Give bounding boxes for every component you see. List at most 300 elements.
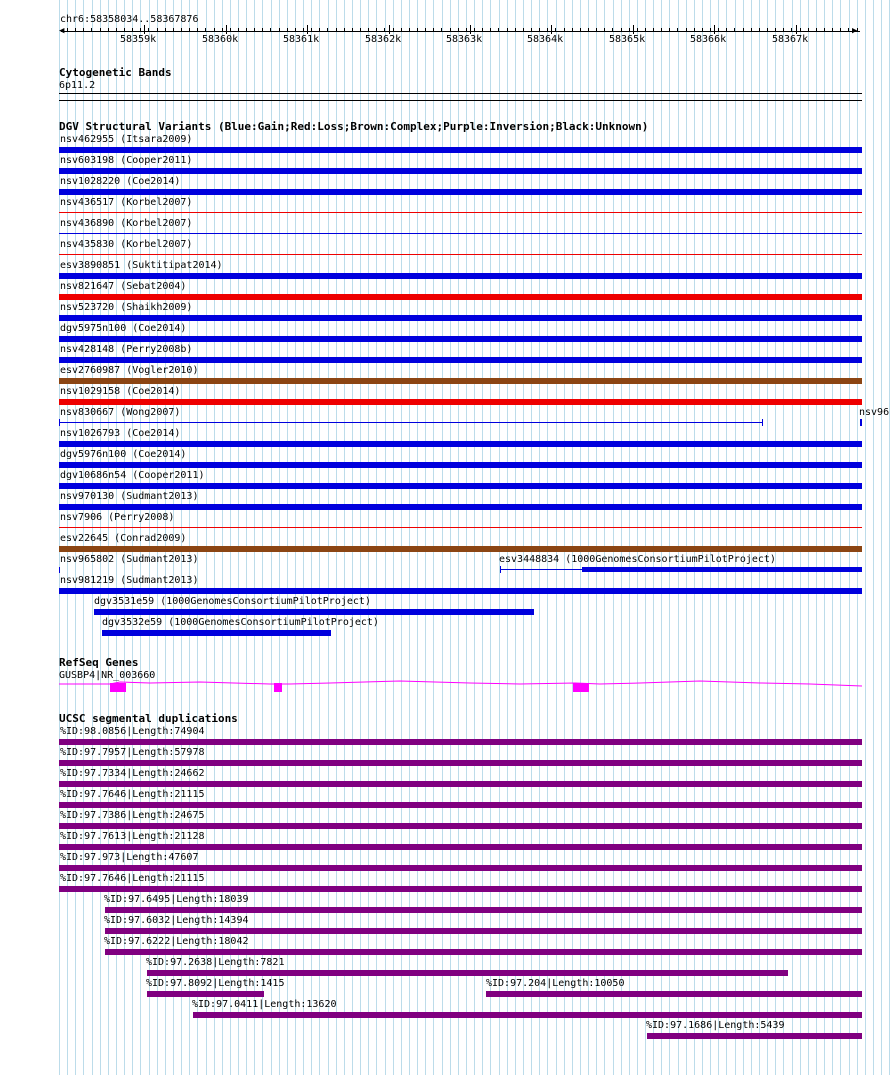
dgv-feature-bar[interactable] <box>102 630 331 636</box>
ruler-minor-tick <box>108 28 109 31</box>
dgv-feature-label[interactable]: esv2760987 (Vogler2010) <box>60 365 199 376</box>
grid-line <box>808 0 809 1075</box>
dgv-feature-bar[interactable] <box>762 419 763 426</box>
ruler-minor-tick <box>767 28 768 31</box>
ruler-minor-tick <box>124 28 125 31</box>
ruler-minor-tick <box>458 28 459 31</box>
segdup-feature-bar[interactable] <box>486 991 862 997</box>
ruler-major-tick <box>226 25 227 34</box>
ruler-minor-tick <box>775 28 776 31</box>
ruler-minor-tick <box>393 28 394 31</box>
grid-line <box>849 0 850 1075</box>
segdup-feature-bar[interactable] <box>647 1033 862 1039</box>
ruler-left-arrow-icon[interactable]: ◀ <box>59 26 65 36</box>
ruler-position-label: chr6:58358034..58367876 <box>60 14 199 25</box>
segdup-feature-label[interactable]: %ID:97.7613|Length:21128 <box>60 831 205 842</box>
ruler-minor-tick <box>702 28 703 31</box>
grid-line <box>629 0 630 1075</box>
dgv-feature-bar[interactable] <box>59 419 60 426</box>
ruler-major-tick <box>714 25 715 34</box>
ruler-major-tick <box>470 25 471 34</box>
gene-intron-line <box>59 681 862 686</box>
dgv-feature-bar[interactable] <box>59 233 862 234</box>
ruler-minor-tick <box>116 28 117 31</box>
segdup-feature-bar[interactable] <box>59 802 862 808</box>
grid-line <box>800 0 801 1075</box>
grid-line <box>271 0 272 1075</box>
dgv-feature-label[interactable]: nsv435830 (Korbel2007) <box>60 239 193 250</box>
segdup-feature-bar[interactable] <box>59 781 862 787</box>
ruler-minor-tick <box>710 28 711 31</box>
grid-line <box>547 0 548 1075</box>
grid-line <box>596 0 597 1075</box>
ruler-minor-tick <box>140 28 141 31</box>
segdup-feature-bar[interactable] <box>105 907 862 913</box>
dgv-feature-label[interactable]: dgv10686n54 (Cooper2011) <box>60 470 205 481</box>
ruler-minor-tick <box>384 28 385 31</box>
dgv-feature-bar[interactable] <box>582 567 862 572</box>
ruler-tick-label: 58361k <box>283 34 320 45</box>
grid-line <box>425 0 426 1075</box>
ruler-minor-tick <box>409 28 410 31</box>
ruler-tick-label: 58359k <box>120 34 157 45</box>
ruler-minor-tick <box>604 28 605 31</box>
grid-line <box>588 0 589 1075</box>
segdup-feature-bar[interactable] <box>59 760 862 766</box>
ruler-tick-label: 58367k <box>772 34 809 45</box>
ruler-minor-tick <box>490 28 491 31</box>
ruler-minor-tick <box>319 28 320 31</box>
grid-line <box>287 0 288 1075</box>
grid-line <box>246 0 247 1075</box>
grid-line <box>556 0 557 1075</box>
grid-line <box>409 0 410 1075</box>
grid-line <box>686 0 687 1075</box>
dgv-feature-label[interactable]: dgv3532e59 (1000GenomesConsortiumPilotProject) <box>102 617 379 628</box>
segdup-feature-bar[interactable] <box>59 865 862 871</box>
dgv-feature-bar[interactable] <box>94 609 534 615</box>
dgv-feature-bar[interactable] <box>59 441 862 447</box>
dgv-feature-bar[interactable] <box>59 189 862 195</box>
ruler-minor-tick <box>482 28 483 31</box>
ruler-minor-tick <box>450 28 451 31</box>
ruler-major-tick <box>144 25 145 34</box>
ruler-minor-tick <box>344 28 345 31</box>
ruler-minor-tick <box>580 28 581 31</box>
ruler-major-tick <box>389 25 390 34</box>
ruler-minor-tick <box>474 28 475 31</box>
ruler-minor-tick <box>148 28 149 31</box>
ruler-minor-tick <box>564 28 565 31</box>
grid-line <box>352 0 353 1075</box>
dgv-feature-label[interactable]: nsv970130 (Sudmant2013) <box>60 491 199 502</box>
grid-line <box>564 0 565 1075</box>
ruler-minor-tick <box>848 28 849 31</box>
grid-line <box>344 0 345 1075</box>
dgv-feature-label[interactable]: nsv821647 (Sebat2004) <box>60 281 187 292</box>
dgv-feature-label[interactable]: dgv5975n100 (Coe2014) <box>60 323 187 334</box>
grid-line <box>710 0 711 1075</box>
grid-line <box>328 0 329 1075</box>
ruler-minor-tick <box>621 28 622 31</box>
grid-line <box>222 0 223 1075</box>
ruler-minor-tick <box>441 28 442 31</box>
grid-line <box>262 0 263 1075</box>
dgv-feature-label[interactable]: nsv436890 (Korbel2007) <box>60 218 193 229</box>
ruler-minor-tick <box>230 28 231 31</box>
segdup-feature-bar[interactable] <box>59 886 862 892</box>
dgv-feature-bar[interactable] <box>59 273 862 279</box>
dgv-feature-label[interactable]: nsv981219 (Sudmant2013) <box>60 575 199 586</box>
grid-line <box>401 0 402 1075</box>
ruler-minor-tick <box>295 28 296 31</box>
ruler-minor-tick <box>360 28 361 31</box>
dgv-feature-label[interactable]: nsv462955 (Itsara2009) <box>60 134 193 145</box>
grid-line <box>393 0 394 1075</box>
cytoband-top-border <box>59 93 862 94</box>
segdup-feature-label[interactable]: %ID:97.973|Length:47607 <box>60 852 199 863</box>
grid-line <box>311 0 312 1075</box>
ruler-minor-tick <box>132 28 133 31</box>
dgv-feature-bar[interactable] <box>59 336 862 342</box>
grid-line <box>637 0 638 1075</box>
dgv-feature-bar[interactable] <box>59 294 862 300</box>
ruler-minor-tick <box>311 28 312 31</box>
dgv-feature-bar[interactable] <box>59 357 862 363</box>
grid-line <box>743 0 744 1075</box>
dgv-feature-bar[interactable] <box>59 527 862 528</box>
dgv-feature-bar[interactable] <box>59 504 862 510</box>
grid-line <box>678 0 679 1075</box>
grid-line <box>751 0 752 1075</box>
gene-exon-1 <box>110 683 126 692</box>
grid-line <box>767 0 768 1075</box>
ruler-minor-tick <box>368 28 369 31</box>
ruler-minor-tick <box>677 28 678 31</box>
ruler-minor-tick <box>352 28 353 31</box>
ruler-minor-tick <box>555 28 556 31</box>
ruler-minor-tick <box>840 28 841 31</box>
ruler-minor-tick <box>157 28 158 31</box>
segdup-feature-label[interactable]: %ID:97.7646|Length:21115 <box>60 789 205 800</box>
ruler-minor-tick <box>832 28 833 31</box>
dgv-feature-bar[interactable] <box>59 422 763 423</box>
ruler-minor-tick <box>694 28 695 31</box>
segdup-feature-label[interactable]: %ID:97.8092|Length:1415 <box>146 978 285 989</box>
ruler-minor-tick <box>645 28 646 31</box>
grid-line <box>840 0 841 1075</box>
segdup-feature-label[interactable]: %ID:98.0856|Length:74904 <box>60 726 205 737</box>
ruler-minor-tick <box>783 28 784 31</box>
grid-line <box>873 0 874 1075</box>
ruler-minor-tick <box>596 28 597 31</box>
grid-line <box>499 0 500 1075</box>
ruler-minor-tick <box>629 28 630 31</box>
grid-line <box>881 0 882 1075</box>
ruler-major-tick <box>796 25 797 34</box>
grid-line <box>482 0 483 1075</box>
ruler-minor-tick <box>165 28 166 31</box>
grid-line <box>702 0 703 1075</box>
grid-line <box>694 0 695 1075</box>
grid-line <box>661 0 662 1075</box>
ruler-minor-tick <box>270 28 271 31</box>
dgv-feature-label[interactable]: dgv3531e59 (1000GenomesConsortiumPilotProject) <box>94 596 371 607</box>
ruler-minor-tick <box>246 28 247 31</box>
ruler-minor-tick <box>588 28 589 31</box>
dgv-feature-label[interactable]: nsv830667 (Wong2007) <box>60 407 181 418</box>
grid-line <box>433 0 434 1075</box>
ruler-minor-tick <box>531 28 532 31</box>
dgv-feature-bar[interactable] <box>59 588 862 594</box>
grid-line <box>572 0 573 1075</box>
dgv-feature-bar[interactable] <box>59 212 862 213</box>
ruler-minor-tick <box>197 28 198 31</box>
segdup-feature-bar[interactable] <box>59 844 862 850</box>
ruler-axis <box>61 31 860 32</box>
grid-line <box>466 0 467 1075</box>
ruler-minor-tick <box>791 28 792 31</box>
ruler-minor-tick <box>401 28 402 31</box>
grid-line <box>735 0 736 1075</box>
ruler-minor-tick <box>824 28 825 31</box>
ruler-minor-tick <box>507 28 508 31</box>
segdup-feature-bar[interactable] <box>105 949 862 955</box>
ruler-minor-tick <box>262 28 263 31</box>
dgv-feature-label[interactable]: nsv1028220 (Coe2014) <box>60 176 181 187</box>
dgv-feature-label[interactable]: nsv428148 (Perry2008b) <box>60 344 193 355</box>
ruler-minor-tick <box>303 28 304 31</box>
dgv-feature-bar[interactable] <box>59 378 862 384</box>
segdup-track-title[interactable]: UCSC segmental duplications <box>59 712 238 725</box>
dgv-feature-bar[interactable] <box>500 569 582 570</box>
dgv-feature-label[interactable]: nsv1029158 (Coe2014) <box>60 386 181 397</box>
dgv-feature-label[interactable]: dgv5976n100 (Coe2014) <box>60 449 187 460</box>
dgv-feature-label[interactable]: nsv1026793 (Coe2014) <box>60 428 181 439</box>
ruler-minor-tick <box>572 28 573 31</box>
segdup-feature-label[interactable]: %ID:97.1686|Length:5439 <box>646 1020 785 1031</box>
segdup-feature-label[interactable]: %ID:97.7334|Length:24662 <box>60 768 205 779</box>
cytoband-label[interactable]: 6p11.2 <box>59 80 96 91</box>
ruler-minor-tick <box>222 28 223 31</box>
grid-line <box>458 0 459 1075</box>
grid-line <box>214 0 215 1075</box>
segdup-feature-label[interactable]: %ID:97.6032|Length:14394 <box>104 915 249 926</box>
segdup-feature-bar[interactable] <box>59 823 862 829</box>
ruler-minor-tick <box>376 28 377 31</box>
dgv-feature-label[interactable]: esv22645 (Conrad2009) <box>60 533 187 544</box>
grid-line <box>238 0 239 1075</box>
grid-line <box>507 0 508 1075</box>
segdup-feature-label[interactable]: %ID:97.7386|Length:24675 <box>60 810 205 821</box>
segdup-feature-label[interactable]: %ID:97.2638|Length:7821 <box>146 957 285 968</box>
dgv-feature-label[interactable]: esv3448834 (1000GenomesConsortiumPilotProject) <box>499 554 776 565</box>
ruler-minor-tick <box>189 28 190 31</box>
ruler-minor-tick <box>653 28 654 31</box>
dgv-feature-bar[interactable] <box>59 462 862 468</box>
ruler-minor-tick <box>661 28 662 31</box>
ruler-minor-tick <box>417 28 418 31</box>
segdup-feature-label[interactable]: %ID:97.0411|Length:13620 <box>192 999 337 1010</box>
ruler-tick-label: 58366k <box>690 34 727 45</box>
ruler-major-tick <box>307 25 308 34</box>
segdup-feature-bar[interactable] <box>147 970 788 976</box>
grid-line <box>653 0 654 1075</box>
ruler-minor-tick <box>734 28 735 31</box>
ruler-tick-label: 58364k <box>527 34 564 45</box>
segdup-feature-label[interactable]: %ID:97.204|Length:10050 <box>486 978 625 989</box>
ruler-minor-tick <box>816 28 817 31</box>
refseq-gene-label[interactable]: GUSBP4|NR_003660 <box>59 670 156 681</box>
dgv-feature-bar[interactable] <box>59 315 862 321</box>
grid-line <box>523 0 524 1075</box>
segdup-feature-label[interactable]: %ID:97.6495|Length:18039 <box>104 894 249 905</box>
segdup-feature-label[interactable]: %ID:97.7646|Length:21115 <box>60 873 205 884</box>
ruler-minor-tick <box>433 28 434 31</box>
grid-line <box>515 0 516 1075</box>
segdup-feature-bar[interactable] <box>59 739 862 745</box>
grid-line <box>450 0 451 1075</box>
ruler-tick-label: 58365k <box>609 34 646 45</box>
dgv-feature-label[interactable]: nsv603198 (Cooper2011) <box>60 155 193 166</box>
dgv-feature-bar[interactable] <box>500 566 501 573</box>
dgv-feature-bar[interactable] <box>59 168 862 174</box>
grid-line <box>442 0 443 1075</box>
dgv-feature-bar[interactable] <box>59 254 862 255</box>
grid-line <box>197 0 198 1075</box>
ruler-minor-tick <box>238 28 239 31</box>
ruler-minor-tick <box>91 28 92 31</box>
segdup-feature-bar[interactable] <box>193 1012 862 1018</box>
grid-line <box>336 0 337 1075</box>
cytoband-bottom-border <box>59 100 862 101</box>
grid-line <box>832 0 833 1075</box>
dgv-edge-label[interactable]: nsv96 <box>859 407 890 418</box>
dgv-feature-label[interactable]: nsv436517 (Korbel2007) <box>60 197 193 208</box>
ruler-minor-tick <box>612 28 613 31</box>
ruler-minor-tick <box>686 28 687 31</box>
dgv-track-title[interactable]: DGV Structural Variants (Blue:Gain;Red:Loss;Brown:Complex;Purple:Inversion;Black:Unknown) <box>59 120 649 133</box>
grid-line <box>621 0 622 1075</box>
ruler-minor-tick <box>173 28 174 31</box>
ruler-minor-tick <box>539 28 540 31</box>
ruler-minor-tick <box>83 28 84 31</box>
grid-line <box>580 0 581 1075</box>
dgv-feature-label[interactable]: nsv523720 (Shaikh2009) <box>60 302 193 313</box>
ruler-major-tick <box>633 25 634 34</box>
grid-line <box>775 0 776 1075</box>
segdup-feature-label[interactable]: %ID:97.6222|Length:18042 <box>104 936 249 947</box>
grid-line <box>474 0 475 1075</box>
grid-line <box>865 0 866 1075</box>
ruler-tick-label: 58363k <box>446 34 483 45</box>
grid-line <box>857 0 858 1075</box>
segdup-feature-label[interactable]: %ID:97.7957|Length:57978 <box>60 747 205 758</box>
grid-line <box>303 0 304 1075</box>
ruler-minor-tick <box>718 28 719 31</box>
segdup-feature-bar[interactable] <box>147 991 264 997</box>
grid-line <box>816 0 817 1075</box>
grid-line <box>726 0 727 1075</box>
dgv-feature-bar[interactable] <box>59 546 862 552</box>
ruler-minor-tick <box>726 28 727 31</box>
ruler-minor-tick <box>523 28 524 31</box>
grid-line <box>319 0 320 1075</box>
dgv-feature-bar[interactable] <box>59 399 862 405</box>
ruler-minor-tick <box>800 28 801 31</box>
ruler-minor-tick <box>287 28 288 31</box>
grid-line <box>613 0 614 1075</box>
ruler-minor-tick <box>214 28 215 31</box>
grid-line <box>604 0 605 1075</box>
dgv-feature-bar[interactable] <box>59 483 862 489</box>
ruler-minor-tick <box>857 28 858 31</box>
ruler-minor-tick <box>75 28 76 31</box>
grid-line <box>295 0 296 1075</box>
gene-exon-3 <box>573 683 589 692</box>
grid-line <box>254 0 255 1075</box>
gene-exon-2 <box>274 683 282 692</box>
dgv-feature-label[interactable]: nsv7906 (Perry2008) <box>60 512 175 523</box>
grid-line <box>385 0 386 1075</box>
ruler-minor-tick <box>100 28 101 31</box>
grid-line <box>645 0 646 1075</box>
grid-line <box>718 0 719 1075</box>
ruler-minor-tick <box>669 28 670 31</box>
grid-line <box>490 0 491 1075</box>
ruler-tick-label: 58360k <box>202 34 239 45</box>
grid-line <box>759 0 760 1075</box>
grid-line <box>539 0 540 1075</box>
grid-line <box>368 0 369 1075</box>
dgv-feature-bar[interactable] <box>59 147 862 153</box>
ruler-minor-tick <box>759 28 760 31</box>
ruler-minor-tick <box>515 28 516 31</box>
ruler-minor-tick <box>425 28 426 31</box>
refseq-track-title[interactable]: RefSeq Genes <box>59 656 139 669</box>
grid-line <box>206 0 207 1075</box>
dgv-feature-label[interactable]: esv3890851 (Suktitipat2014) <box>60 260 223 271</box>
segdup-feature-bar[interactable] <box>105 928 862 934</box>
dgv-feature-bar[interactable] <box>59 567 60 573</box>
ruler-minor-tick <box>67 28 68 31</box>
grid-line <box>417 0 418 1075</box>
ruler-minor-tick <box>181 28 182 31</box>
ruler-minor-tick <box>279 28 280 31</box>
ruler-tick-label: 58362k <box>365 34 402 45</box>
ruler-right-arrow-icon[interactable]: ▶ <box>852 26 858 36</box>
grid-line <box>792 0 793 1075</box>
grid-line <box>279 0 280 1075</box>
ruler-minor-tick <box>808 28 809 31</box>
grid-line <box>230 0 231 1075</box>
refseq-gene-model[interactable] <box>0 678 890 698</box>
ruler-minor-tick <box>547 28 548 31</box>
grid-line <box>376 0 377 1075</box>
dgv-feature-bar[interactable] <box>860 419 862 426</box>
grid-line <box>783 0 784 1075</box>
ruler-minor-tick <box>327 28 328 31</box>
grid-line <box>531 0 532 1075</box>
cytoband-track-title[interactable]: Cytogenetic Bands <box>59 66 172 79</box>
grid-line <box>669 0 670 1075</box>
ruler-minor-tick <box>498 28 499 31</box>
ruler-major-tick <box>551 25 552 34</box>
ruler-minor-tick <box>637 28 638 31</box>
ruler-minor-tick <box>466 28 467 31</box>
dgv-feature-label[interactable]: nsv965802 (Sudmant2013) <box>60 554 199 565</box>
ruler-minor-tick <box>254 28 255 31</box>
